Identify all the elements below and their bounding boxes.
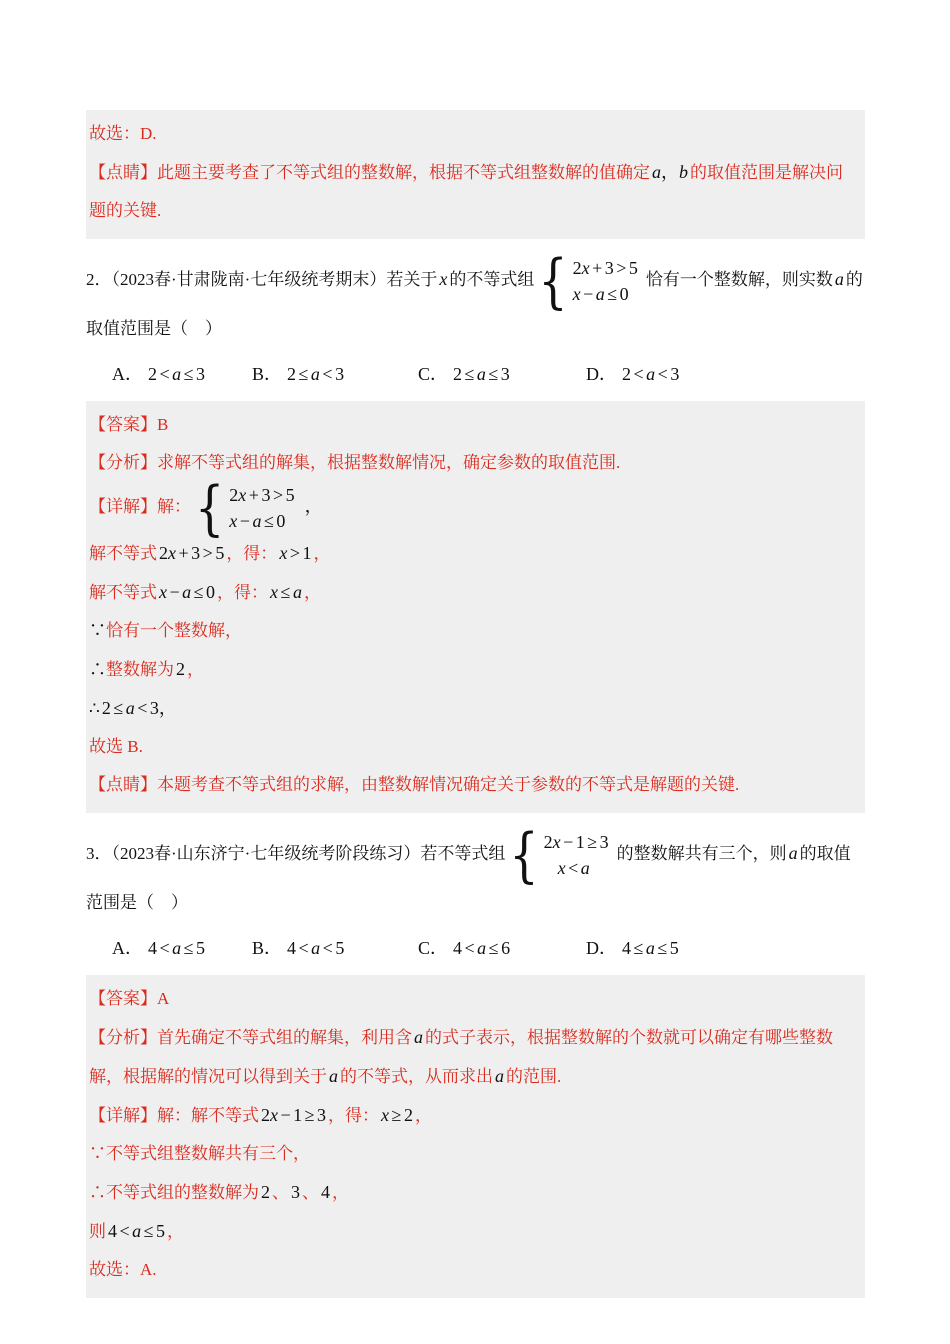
system-line-2: x − a ≤ 0	[229, 511, 286, 531]
question-3	[86, 820, 865, 925]
detail-text: ，	[414, 1106, 432, 1125]
therefore-text: 、	[272, 1183, 289, 1202]
math-segment: x > 1	[279, 543, 312, 563]
option-b	[252, 933, 418, 963]
option-label: D．	[586, 938, 617, 958]
therefore-text: 、	[302, 1183, 319, 1202]
because-symbol: ∵	[89, 621, 106, 640]
inequality-system	[509, 820, 610, 890]
option-value: 4 < a < 5	[287, 938, 345, 958]
answer-line	[89, 406, 851, 444]
option-value: 2 < a ≤ 3	[148, 364, 206, 384]
option-a	[112, 359, 252, 389]
option-value: 4 ≤ a ≤ 5	[622, 938, 679, 958]
math-segment: a	[834, 269, 844, 289]
option-d	[586, 933, 681, 963]
math-segment: x	[439, 269, 448, 289]
detail-text: ，得：	[328, 1106, 380, 1125]
solution-tail-block	[86, 110, 865, 239]
inequality-system	[538, 246, 640, 316]
question-text: 的取值范围是（ ）	[86, 844, 851, 912]
step-text: ，得：	[217, 583, 269, 602]
answer-block-3	[86, 975, 865, 1298]
detail-line	[89, 1096, 851, 1135]
option-value: 2 < a < 3	[622, 364, 680, 384]
math-segment: x ≤ a	[270, 582, 302, 602]
detail-label: 【详解】解：	[89, 497, 191, 516]
question-text: 3．（2023春·山东济宁·七年级统考阶段练习）若不等式组	[86, 844, 506, 863]
then-text: ，	[167, 1222, 185, 1241]
math-segment: a，b	[652, 162, 688, 182]
option-a	[112, 933, 252, 963]
math-segment: 4	[321, 1182, 330, 1202]
question-3-options	[86, 933, 865, 963]
therefore-text: ，	[187, 660, 204, 679]
detail-line	[89, 473, 851, 543]
conclusion-line	[89, 1251, 851, 1289]
step-text: ，	[303, 583, 321, 602]
option-value: 4 < a ≤ 5	[148, 938, 206, 958]
answer-text: 【答案】A	[89, 989, 170, 1008]
therefore-symbol: ∴	[89, 660, 106, 679]
step-line	[89, 573, 851, 612]
question-2	[86, 246, 865, 351]
math-segment: x ≥ 2	[381, 1105, 413, 1125]
therefore-line	[89, 689, 851, 728]
left-brace-icon: {	[509, 820, 539, 890]
math-segment: a	[414, 1027, 423, 1047]
math-segment: 2	[261, 1182, 270, 1202]
step-text: ，得：	[226, 544, 278, 563]
then-text: 则	[89, 1222, 106, 1241]
conclusion-text: 故选：D.	[89, 124, 157, 143]
analysis-line	[89, 1018, 851, 1096]
math-segment: 2x + 3 > 5	[159, 543, 225, 563]
therefore-text: 整数解为	[106, 660, 174, 679]
inequality-system	[195, 473, 297, 543]
system-line-1: 2x + 3 > 5	[229, 485, 295, 505]
because-text: 恰有一个整数解，	[106, 621, 242, 640]
option-label: A．	[112, 938, 143, 958]
conclusion-line	[89, 728, 851, 766]
answer-text: 【答案】B	[89, 415, 169, 434]
question-text: 的整数解共有三个，则	[616, 844, 787, 863]
left-brace-icon: {	[195, 473, 225, 543]
math-segment: 2x − 1 ≥ 3	[261, 1105, 327, 1125]
math-segment: x − a ≤ 0	[159, 582, 216, 602]
analysis-text: 的式子表示，根据整数解的个数就可以确定有哪些整数解，根据解的情况可以得到关于	[89, 1028, 833, 1086]
math-segment: ，	[304, 496, 323, 516]
option-value: 4 < a ≤ 6	[453, 938, 511, 958]
conclusion-text: 故选 B.	[89, 737, 143, 756]
step-text: ，	[313, 544, 331, 563]
question-text: 的不等式组	[449, 270, 535, 289]
system-line-2: x < a	[557, 858, 590, 878]
answer-block-2	[86, 401, 865, 813]
analysis-text: 【分析】首先确定不等式组的解集，利用含	[89, 1028, 412, 1047]
because-text: ∵不等式组整数解共有三个，	[89, 1144, 310, 1163]
question-text: 2．（2023春·甘肃陇南·七年级统考期末）若关于	[86, 270, 438, 289]
therefore-symbol: ∴	[89, 699, 100, 718]
option-value: 2 ≤ a ≤ 3	[453, 364, 510, 384]
math-segment: a	[495, 1066, 504, 1086]
analysis-text: 的范围.	[506, 1067, 562, 1086]
note-text: 【点睛】本题考查不等式组的求解，由整数解情况确定关于参数的不等式是解题的关键.	[89, 775, 740, 794]
system-line-1: 2x − 1 ≥ 3	[543, 832, 609, 852]
question-text: 恰有一个整数解，则实数	[645, 270, 833, 289]
system-line-1: 2x + 3 > 5	[572, 258, 638, 278]
analysis-text: 的不等式，从而求出	[340, 1067, 493, 1086]
option-label: C．	[418, 938, 449, 958]
therefore-text: ∴不等式组的整数解为	[89, 1183, 259, 1202]
conclusion-line	[89, 115, 851, 153]
option-c	[418, 359, 586, 389]
system-line-2: x − a ≤ 0	[572, 284, 629, 304]
note-line	[89, 153, 851, 230]
math-segment: 3	[291, 1182, 300, 1202]
conclusion-text: 故选：A.	[89, 1260, 157, 1279]
question-2-options	[86, 359, 865, 389]
because-line	[89, 1135, 851, 1173]
math-segment: a	[788, 843, 798, 863]
detail-text: 【详解】解：解不等式	[89, 1106, 259, 1125]
option-label: C．	[418, 364, 449, 384]
therefore-line	[89, 1173, 851, 1212]
math-segment: a	[329, 1066, 338, 1086]
question-text: 的取值范围是（ ）	[86, 270, 863, 338]
option-d	[586, 359, 681, 389]
therefore-text: ，	[332, 1183, 349, 1202]
option-label: B．	[252, 364, 283, 384]
document-page	[86, 110, 865, 1298]
option-value: 2 ≤ a < 3	[287, 364, 345, 384]
left-brace-icon: {	[538, 246, 568, 316]
answer-line	[89, 980, 851, 1018]
math-segment: 4 < a ≤ 5	[108, 1221, 166, 1241]
option-c	[418, 933, 586, 963]
math-segment: 2	[176, 659, 185, 679]
note-text: 【点睛】此题主要考查了不等式组的整数解，根据不等式组整数解的值确定	[89, 163, 650, 182]
because-line	[89, 612, 851, 650]
note-line	[89, 766, 851, 804]
option-label: D．	[586, 364, 617, 384]
note-text: 的取值范围是解决问题的关键.	[89, 163, 843, 220]
step-text: 解不等式	[89, 544, 157, 563]
option-b	[252, 359, 418, 389]
analysis-text: 【分析】求解不等式组的解集，根据整数解情况，确定参数的取值范围.	[89, 453, 621, 472]
option-label: B．	[252, 938, 283, 958]
math-segment: 2 ≤ a < 3，	[101, 698, 177, 718]
step-text: 解不等式	[89, 583, 157, 602]
option-label: A．	[112, 364, 143, 384]
therefore-line	[89, 650, 851, 689]
then-line	[89, 1212, 851, 1251]
